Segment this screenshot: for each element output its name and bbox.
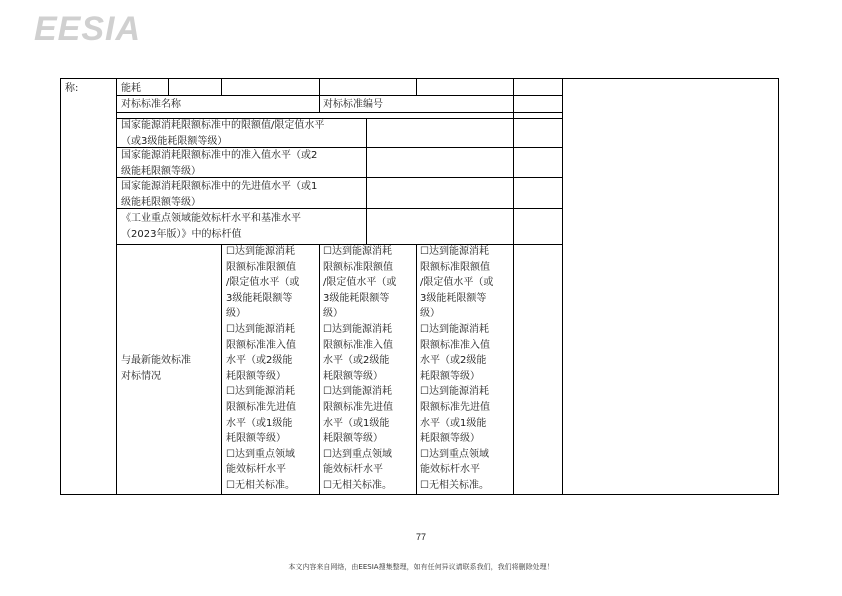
compliance-options-column-3: ☐达到能源消耗 限额标准限额值 /限定值水平（或 3级能耗限额等 级） ☐达到能源消耗 限额标准准入值 水平（或2级能 耗限额等级） ☐达到能源消耗 限额标准先进值 水平（或1级能 耗限额等级） ☐达到重点领域 能效标杆水平 ☐无相关标准。 [420,246,494,491]
industry-benchmark-row-label: 《工业重点领域能效标杆水平和基准水平 （2023年版）》中的标杆值 [121,213,301,240]
table-divider [319,244,320,494]
limit-value-row-label: 国家能源消耗限额标准中的限额值/限定值水平 （或3级能耗限额等级） [121,120,325,147]
table-divider [416,244,417,494]
table-divider [221,244,222,494]
advanced-value-row-label: 国家能源消耗限额标准中的先进值水平（或1 级能耗限额等级） [121,181,318,208]
name-label: 称: [65,83,79,94]
comparison-label: 与最新能效标准 对标情况 [121,355,191,382]
table-divider [116,79,117,494]
entry-value-row-label: 国家能源消耗限额标准中的准入值水平（或2 级能耗限额等级） [121,150,318,177]
benchmark-standard-code-label: 对标标准编号 [323,99,383,110]
table-divider [562,79,563,494]
energy-consumption-label: 能耗 [121,83,141,94]
compliance-options-column-2: ☐达到能源消耗 限额标准限额值 /限定值水平（或 3级能耗限额等 级） ☐达到能源消耗 限额标准准入值 水平（或2级能 耗限额等级） ☐达到能源消耗 限额标准先进值 水平（或1级能 耗限额等级） ☐达到重点领域 能效标杆水平 ☐无相关标准。 [323,246,397,491]
table-divider [168,79,169,95]
table-divider [366,118,367,244]
compliance-options-column-1: ☐达到能源消耗 限额标准限额值 /限定值水平（或 3级能耗限额等 级） ☐达到能源消耗 限额标准准入值 水平（或2级能 耗限额等级） ☐达到能源消耗 限额标准先进值 水平（或1级能 耗限额等级） ☐达到重点领域 能效标杆水平 ☐无相关标准。 [226,246,300,491]
table-divider [221,79,222,95]
table-divider [116,95,562,96]
table-divider [513,79,514,494]
page-number: 77 [415,532,426,542]
eesia-logo: EESIA [34,10,142,48]
table-divider [416,79,417,95]
benchmark-standard-name-label: 对标标准名称 [121,99,181,110]
footer-note: 本文内容来自网络，由EESIA搜集整理，如有任何异议请联系我们，我们将删除处理！ [288,563,554,571]
